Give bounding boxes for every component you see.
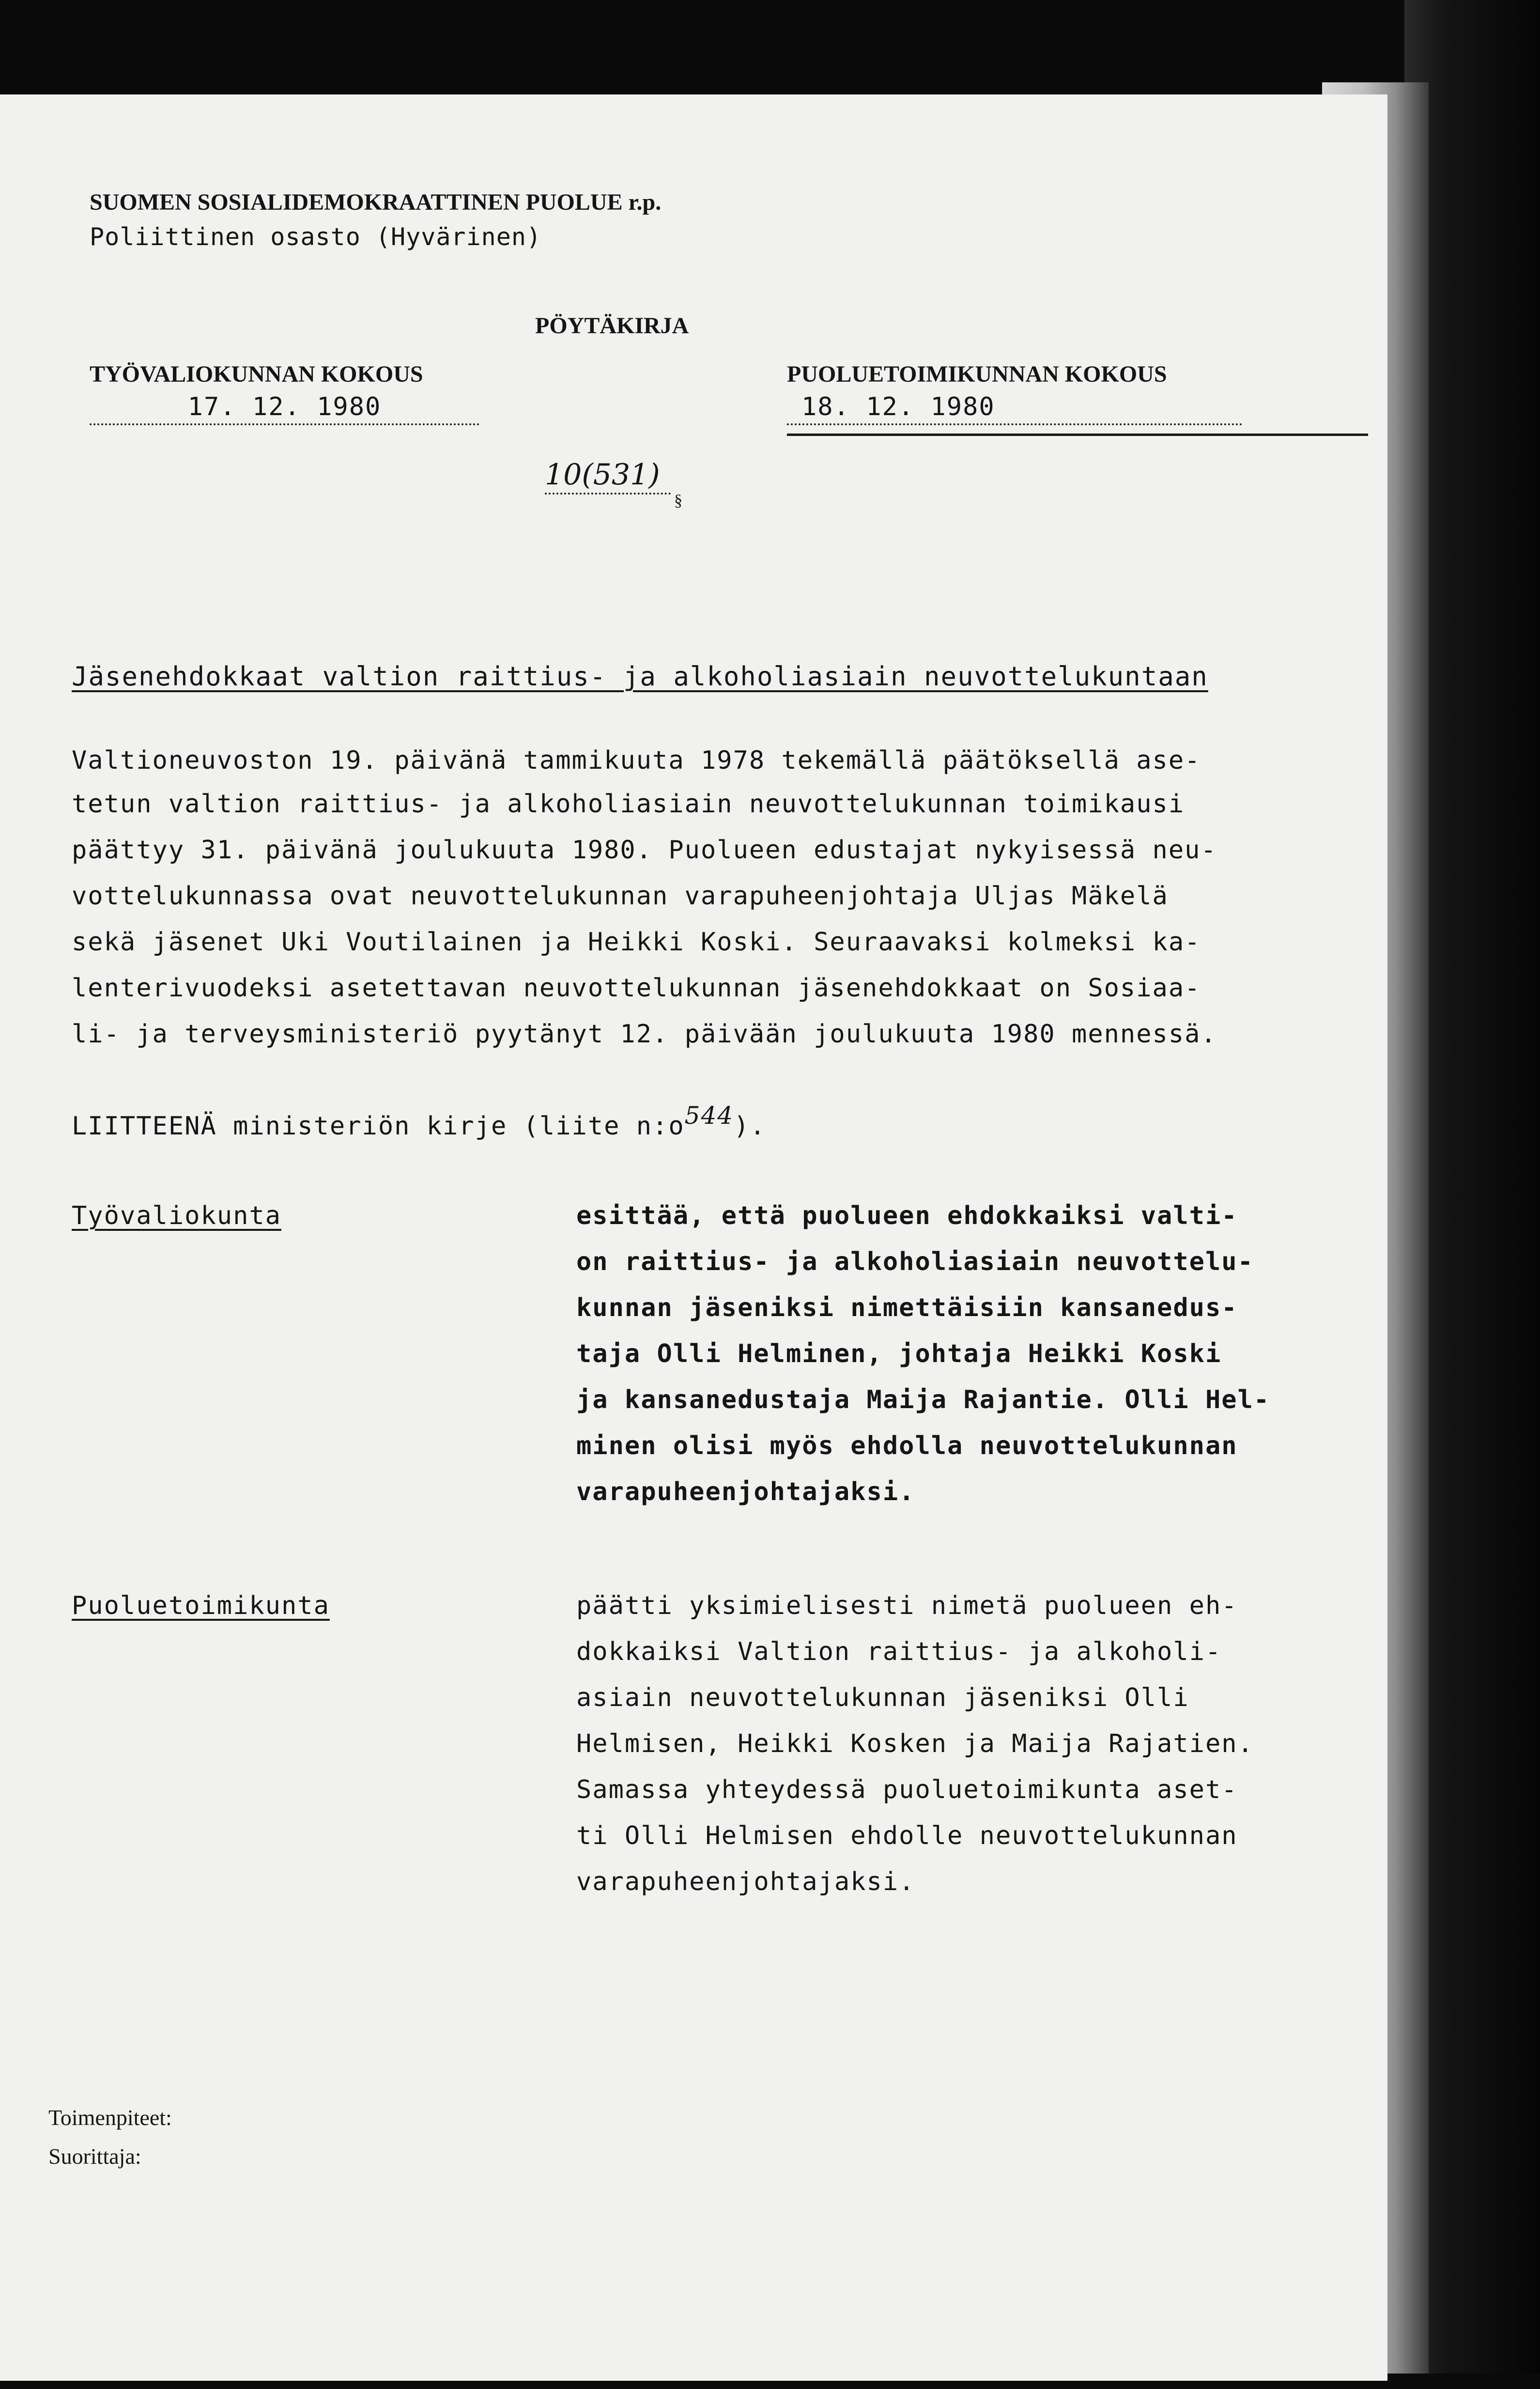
puoluetoimikunta-line: päätti yksimielisesti nimetä puolueen eh- [576,1591,1238,1620]
department: Poliittinen osasto (Hyvärinen) [90,223,542,251]
tyovaliokunta-line: ja kansanedustaja Maija Rajantie. Olli Hel- [576,1385,1270,1414]
tyovaliokunta-line: kunnan jäseniksi nimettäisiin kansanedus- [576,1293,1238,1322]
executor-label: Suorittaja: [48,2144,141,2169]
left-meeting-label: TYÖVALIOKUNNAN KOKOUS [90,361,423,387]
doc-type: PÖYTÄKIRJA [535,313,689,339]
puoluetoimikunta-line: Samassa yhteydessä puoluetoimikunta aset- [576,1775,1238,1804]
body-line: sekä jäsenet Uki Voutilainen ja Heikki Koski. Seuraavaksi kolmeksi ka- [72,928,1201,957]
body-line: tetun valtion raittius- ja alkoholiasiain neuvottelukunnan toimikausi [72,790,1185,819]
tyovaliokunta-line: taja Olli Helminen, johtaja Heikki Koski [576,1339,1222,1368]
org-name: SUOMEN SOSIALIDEMOKRAATTINEN PUOLUE r.p. [90,189,662,215]
body-line: li- ja terveysministeriö pyytänyt 12. päivään joulukuuta 1980 mennessä. [72,1020,1217,1049]
tyovaliokunta-line: esittää, että puolueen ehdokkaiksi valti- [576,1201,1238,1230]
right-meeting-label: PUOLUETOIMIKUNNAN KOKOUS [787,361,1167,387]
body-line: Valtioneuvoston 19. päivänä tammikuuta 1978 tekemällä päätöksellä ase- [72,746,1201,775]
tyovaliokunta-line: minen olisi myös ehdolla neuvottelukunnan [576,1431,1238,1460]
attachment-close: ). [734,1112,766,1141]
tyovaliokunta-line: on raittius- ja alkoholiasiain neuvottelu- [576,1247,1254,1276]
section-number: 10(531) [545,458,671,495]
actions-label: Toimenpiteet: [48,2105,172,2130]
header-rule [787,434,1368,436]
puoluetoimikunta-line: varapuheenjohtajaksi. [576,1867,915,1896]
document-page [0,94,1387,2381]
puoluetoimikunta-line: Helmisen, Heikki Kosken ja Maija Rajatien. [576,1729,1254,1758]
body-line: vottelukunnassa ovat neuvottelukunnan varapuheenjohtaja Uljas Mäkelä [72,882,1169,911]
attachment-text: LIITTEENÄ ministeriön kirje (liite n:o [72,1112,685,1141]
body-line: lenterivuodeksi asetettavan neuvottelukunnan jäsenehdokkaat on Sosiaa- [72,974,1201,1003]
item-title: Jäsenehdokkaat valtion raittius- ja alkoholiasiain neuvottelukuntaan [72,661,1208,692]
puoluetoimikunta-line: asiain neuvottelukunnan jäseniksi Olli [576,1683,1189,1712]
puoluetoimikunta-line: ti Olli Helmisen ehdolle neuvottelukunnan [576,1821,1238,1850]
puoluetoimikunta-line: dokkaiksi Valtion raittius- ja alkoholi- [576,1637,1222,1666]
attachment-number: 544 [684,1101,734,1130]
section-symbol: § [674,492,682,510]
attachment-line [72,1101,766,1141]
scan-border-top [0,0,1540,94]
tyovaliokunta-line: varapuheenjohtajaksi. [576,1477,915,1506]
puoluetoimikunta-label: Puoluetoimikunta [72,1591,330,1620]
tyovaliokunta-label: Työvaliokunta [72,1201,281,1230]
body-line: päättyy 31. päivänä joulukuuta 1980. Puolueen edustajat nykyisessä neu- [72,836,1217,865]
right-meeting-date: 18. 12. 1980 [787,392,1242,425]
left-meeting-date: 17. 12. 1980 [90,392,479,425]
